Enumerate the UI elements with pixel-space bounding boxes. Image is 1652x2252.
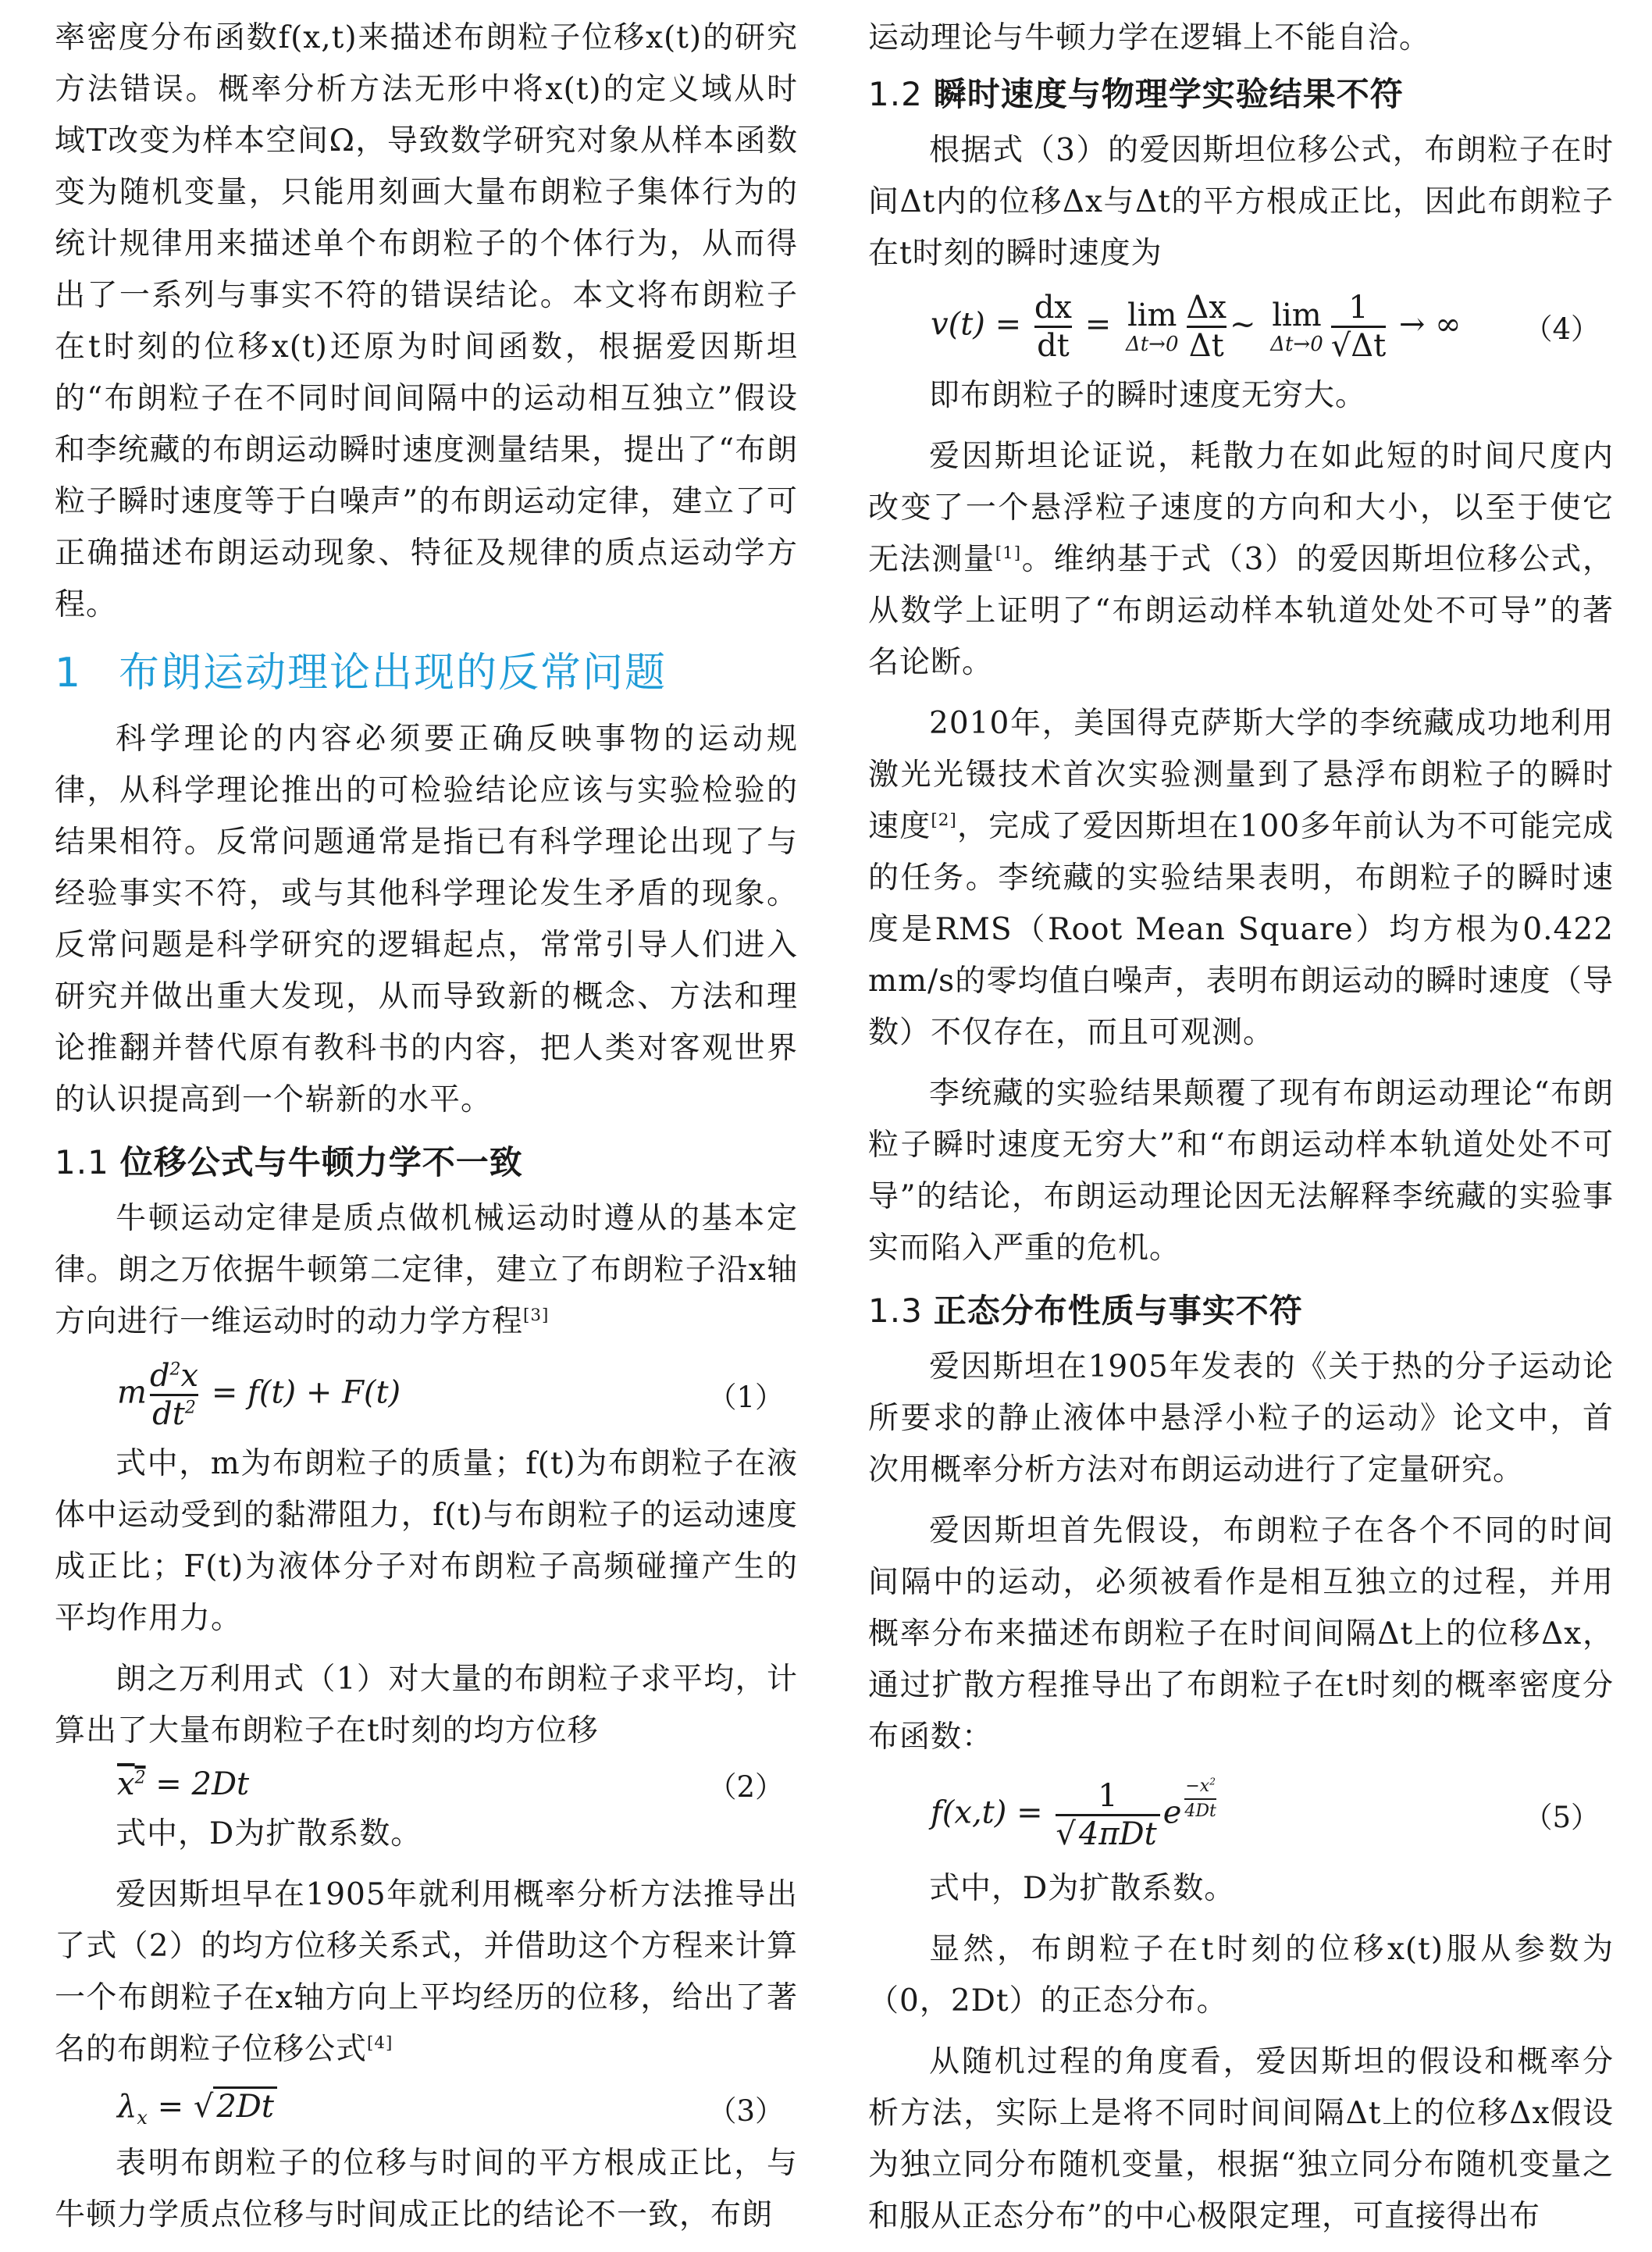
section-1-title: 布朗运动理论出现的反常问题 [119,650,668,697]
langevin-paragraph [55,1193,798,1348]
equation-4-formula: v(t) = $\frac{dx}{dt}$ = lim Δt→0 $\frac{\Delta x}{\Delta t}$ ~ lim Δt→0 $\frac{1}{√\Delta t}$ → ∞ [931,289,1462,364]
li-experiment-paragraph [868,698,1614,1059]
section-1-1-heading [55,1135,798,1190]
equation-5-explanation: 式中，D为扩散系数。 [929,1871,1236,1906]
random-process-paragraph: 从随机过程的角度看，爱因斯坦的假设和概率分析方法，实际上是将不同时间间隔Δt上的位移Δx假设为独立同分布随机变量，根据“独立同分布随机变量之和服从正态分布”的中心极限定理，可直接得出布 [868,2044,1614,2234]
section-1-number: 1 [55,650,83,697]
equation-1-number: （1） [707,1381,784,1414]
equation-5 [868,1766,1614,1863]
equation-3-number: （3） [707,2094,784,2128]
intro-paragraph: 率密度分布函数f(x,t)来描述布朗粒子位移x(t)的研究方法错误。概率分析方法无形中将x(t)的定义域从时域T改变为样本空间Ω，导致数学研究对象从样本函数变为随机变量，只能用刻画大量布朗粒子集体行为的统计规律用来描述单个布朗粒子的个体行为，从而得出了一系列与事实不符的错误结论。本文将布朗粒子在t时刻的位移x(t)还原为时间函数，根据爱因斯坦的“布朗粒子在不同时间间隔中的运动相互独立”假设和李统藏的布朗运动瞬时速度测量结果，提出了“布朗粒子瞬时速度等于白噪声”的布朗运动定律，建立了可正确描述布朗运动现象、特征及规律的质点运动学方程。 [55,20,798,622]
equation-2-formula: $x^2 = 2Dt$ [117,1766,250,1802]
left-column [55,12,798,2250]
equation-3-explanation: 表明布朗粒子的位移与时间的平方根成正比，与牛顿力学质点位移与时间成正比的结论不一致，布朗 [55,2146,798,2232]
citation-4: [4] [367,2033,393,2053]
equation-1-formula: m $\frac{d^2x}{dt^2}$ = f(t) + F(t) [117,1357,401,1432]
einstein-1905-text: 爱因斯坦早在1905年就利用概率分析方法推导出了式（2）的均方位移关系式，并借助这个方程来计算一个布朗粒子在x轴方向上平均经历的位移，给出了著名的布朗粒子位移公式 [55,1877,798,2067]
citation-2: [2] [931,811,957,830]
section-1-1-number: 1.1 [55,1143,109,1181]
li-result-text: ，完成了爱因斯坦在100多年前认为不可能完成的任务。李统藏的实验结果表明，布朗粒子的瞬时速度是RMS（Root Mean Square）均方根为0.422 mm/s的零均值白噪声，表明布朗运动的瞬时速度（导数）不仅存在，而且可观测。 [868,809,1614,1050]
equation-3 [55,2079,798,2138]
section-1-heading [55,642,798,704]
equation-1 [55,1351,798,1438]
equation-5-number: （5） [1523,1801,1600,1834]
equation-4 [868,283,1614,370]
section-1-2-number: 1.2 [868,75,923,113]
einstein-paper-paragraph: 爱因斯坦在1905年发表的《关于热的分子运动论所要求的静止液体中悬浮小粒子的运动》论文中，首次用概率分析方法对布朗运动进行了定量研究。 [868,1349,1614,1488]
citation-1: [1] [995,543,1022,563]
equation-5-formula: f(x,t) = $\frac{1}{\text{√ 4πDt}}$ e $^{\frac{-x^2}{4Dt}}$ [931,1776,1216,1852]
wiener-text: 。维纳基于式（3）的爱因斯坦位移公式，从数学上证明了“布朗运动样本轨道处处不可导”的著名论断。 [868,542,1614,680]
equation-2-explanation: 式中，D为扩散系数。 [116,1816,422,1851]
section-1-2-heading [868,67,1614,122]
dissipation-paragraph [868,431,1614,689]
mean-square-paragraph: 朗之万利用式（1）对大量的布朗粒子求平均，计算出了大量布朗粒子在t时刻的均方位移 [55,1662,798,1748]
equation-1-explanation: 式中，m为布朗粒子的质量；f(t)为布朗粒子在液体中运动受到的黏滞阻力，f(t)与布朗粒子的运动速度成正比；F(t)为液体分子对布朗粒子高频碰撞产生的平均作用力。 [55,1446,798,1636]
normal-distribution-paragraph: 显然，布朗粒子在t时刻的位移x(t)服从参数为（0，2Dt）的正态分布。 [868,1932,1614,2019]
equation-4-number: （4） [1523,312,1600,346]
section-1-3-title: 正态分布性质与事实不符 [933,1292,1303,1330]
velocity-paragraph: 根据式（3）的爱因斯坦位移公式，布朗粒子在时间Δt内的位移Δx与Δt的平方根成正比，因此布朗粒子在t时刻的瞬时速度为 [868,133,1614,271]
dissipation-text: 爱因斯坦论证说，耗散力在如此短的时间尺度内改变了一个悬浮粒子速度的方向和大小，以至于使它无法测量 [868,439,1614,577]
right-column [868,12,1614,2252]
section-1-paragraph: 科学理论的内容必须要正确反映事物的运动规律，从科学理论推出的可检验结论应该与实验检验的结果相符。反常问题通常是指已有科学理论出现了与经验事实不符，或与其他科学理论发生矛盾的现象。反常问题是科学研究的逻辑起点，常常引导人们进入研究并做出重大发现，从而导致新的概念、方法和理论推翻并替代原有教科书的内容，把人类对客观世界的认识提高到一个崭新的水平。 [55,722,798,1117]
crisis-paragraph: 李统藏的实验结果颠覆了现有布朗运动理论“布朗粒子瞬时速度无穷大”和“布朗运动样本轨道处处不可导”的结论，布朗运动理论因无法解释李统藏的实验事实而陷入严重的危机。 [868,1076,1614,1266]
equation-2-number: （2） [707,1770,784,1804]
continuation-paragraph: 运动理论与牛顿力学在逻辑上不能自洽。 [868,20,1431,55]
citation-3: [3] [523,1306,550,1325]
equation-4-explanation: 即布朗粒子的瞬时速度无穷大。 [929,378,1367,413]
equation-2 [55,1760,798,1808]
li-experiment-text: 2010年，美国得克萨斯大学的李统藏成功地利用激光光镊技术首次实验测量到了悬浮布朗粒子的瞬时速度 [868,706,1614,844]
section-1-1-title: 位移公式与牛顿力学不一致 [119,1143,523,1181]
einstein-1905-paragraph [55,1869,798,2076]
section-1-2-title: 瞬时速度与物理学实验结果不符 [933,75,1404,113]
section-1-3-number: 1.3 [868,1292,923,1330]
section-1-3-heading [868,1284,1614,1338]
langevin-text: 牛顿运动定律是质点做机械运动时遵从的基本定律。朗之万依据牛顿第二定律，建立了布朗粒子沿x轴方向进行一维运动时的动力学方程 [55,1201,798,1339]
equation-3-formula: $\lambda_x$ = √ 2Dt [55,2089,277,2129]
independence-paragraph: 爱因斯坦首先假设，布朗粒子在各个不同的时间间隔中的运动，必须被看作是相互独立的过程，并用概率分布来描述布朗粒子在时间间隔Δt上的位移Δx，通过扩散方程推导出了布朗粒子在t时刻的概率密度分布函数： [868,1513,1614,1755]
